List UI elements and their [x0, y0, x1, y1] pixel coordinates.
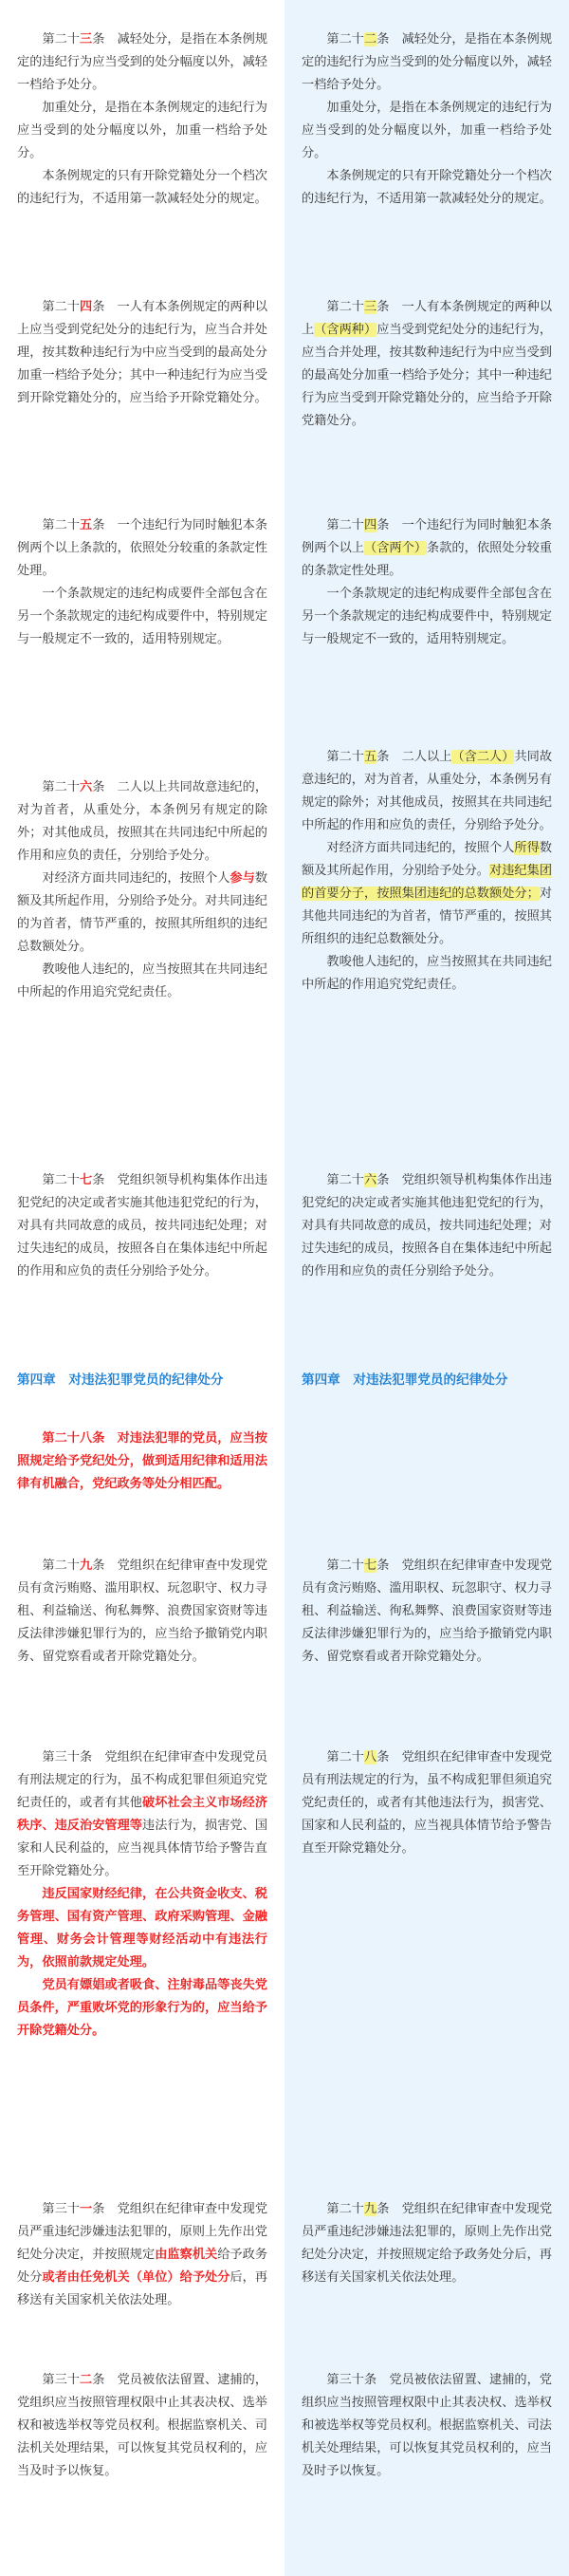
- article-text: 对经济方面共同违纪的，按照个人: [42, 871, 230, 886]
- right-column-original: [284, 0, 569, 2576]
- article-text: 条 党组织领导机构集体作出违犯党纪的决定或者实施其他违犯党纪的行为，对具有共同故意的成员，按共同违纪处理；对过失违纪的成员，按照各自在集体违纪中所起的作用和应负的责任分别给予处分。: [17, 1173, 268, 1279]
- left-article-25: [17, 514, 267, 651]
- changed-text: 破坏社会主义市场经济秩序、违反治安管理等: [17, 1796, 268, 1833]
- left-article-29: [17, 1555, 267, 1669]
- article-paragraph: [302, 514, 552, 583]
- article-number-changed: 七: [80, 1173, 93, 1187]
- article-paragraph: [17, 296, 267, 410]
- article-number-highlight: 九: [364, 2202, 377, 2216]
- changed-text: 参与: [229, 871, 255, 886]
- highlighted-text: 所得: [514, 841, 540, 855]
- article-paragraph: [302, 28, 552, 97]
- article-number-highlight: 八: [364, 1750, 377, 1764]
- article-text: 条 二人以上共同故意违纪的，对为首者，从重处分，本条例另有规定的除外；对其他成员，按照其在共同违纪中所起的作用和应负的责任，分别给予处分。: [17, 780, 268, 863]
- article-paragraph-new: 违反国家财经纪律，在公共资金收支、税务管理、国有资产管理、政府采购管理、金融管理、财务会计管理等财经活动中有违法行为，依照前款规定处理。: [17, 1887, 267, 1969]
- article-prefix: 第二十: [42, 1559, 80, 1573]
- article-paragraph: 本条例规定的只有开除党籍处分一个档次的违纪行为，不适用第一款减轻处分的规定。: [17, 169, 267, 206]
- article-paragraph: [17, 2369, 267, 2483]
- article-text: 条 党组织在纪律审查中发现党员有贪污贿赂、滥用职权、玩忽职守、权力寻租、利益输送、徇私舞弊、浪费国家资财等违反法律涉嫌犯罪行为的，应当给予撤销党内职务、留党察看或者开除党籍处分。: [302, 1559, 553, 1664]
- article-paragraph-new: 第二十八条 对违法犯罪的党员，应当按照规定给予党纪处分，做到适用纪律和适用法律有机融合，党纪政务等处分相匹配。: [17, 1431, 267, 1491]
- article-text: 条款的，依照处分较重的条款定性处理。: [302, 541, 553, 578]
- article-text: 条 一个违纪行为同时触犯本条例两个以上条款的，依照处分较重的条款定性处理。: [17, 518, 268, 578]
- article-text: 条 党组织在纪律审查中发现党员有刑法规定的行为，虽不构成犯罪但须追究党纪责任的，或者有其他: [17, 1750, 268, 1810]
- article-prefix: 第二十: [326, 518, 364, 532]
- left-article-28: [17, 1428, 267, 1496]
- right-article-25: [302, 746, 552, 997]
- article-prefix: 第二十: [42, 518, 80, 532]
- article-paragraph: [17, 1555, 267, 1669]
- article-number-changed: 三: [80, 32, 93, 47]
- article-text: 数额及其所起作用，分别给予处分。: [302, 841, 553, 878]
- right-article-26: [302, 1169, 552, 1283]
- right-article-30: [302, 2369, 552, 2483]
- article-text: 条 党组织在纪律审查中发现党员严重违纪涉嫌违法犯罪的，原则上先作出党纪处分决定，并按照规定给予政务处分后，再移送有关国家机关依法处理。: [302, 2202, 553, 2285]
- left-column-revised: [0, 0, 284, 2576]
- article-prefix: 第二十: [42, 300, 80, 314]
- article-paragraph: [302, 837, 552, 951]
- article-text: 应当受到党纪处分的违纪行为，应当合并处理，按其数种违纪行为中应当受到的最高处分加重一档给予处分；其中一种违纪行为应当受到开除党籍处分的，应当给予开除党籍处分。: [302, 323, 553, 428]
- article-paragraph: [17, 776, 267, 868]
- highlighted-text: （含二人）: [451, 750, 515, 764]
- article-paragraph: [17, 1746, 267, 1883]
- article-paragraph: [17, 868, 267, 959]
- article-text: 条 党员被依法留置、逮捕的，党组织应当按照管理权限中止其表决权、选举权和被选举权等党员权利。根据监察机关、司法机关处理结果，可以恢复其党员权利的，应当及时予以恢复。: [17, 2373, 268, 2478]
- article-prefix: 第三十: [42, 2202, 80, 2216]
- article-number-changed: 五: [80, 518, 93, 532]
- article-paragraph: 一个条款规定的违纪构成要件全部包含在另一个条款规定的违纪构成要件中，特别规定与一般规定不一致的，适用特别规定。: [302, 587, 552, 646]
- article-text: 共同故意违纪的，对为首者，从重处分，本条例另有规定的除外；对其他成员，按照其在共同违纪中所起的作用和应负的责任，分别给予处分。: [302, 750, 553, 832]
- article-paragraph: [302, 1169, 552, 1283]
- article-prefix: 第二十: [326, 1750, 364, 1764]
- right-article-22: [302, 28, 552, 211]
- article-prefix: 第二十: [326, 32, 364, 47]
- article-paragraph: [302, 296, 552, 433]
- right-article-27: [302, 1555, 552, 1669]
- article-prefix: 第二十: [326, 1173, 364, 1187]
- right-article-24: [302, 514, 552, 651]
- article-paragraph: 加重处分，是指在本条例规定的违纪行为应当受到的处分幅度以外，加重一档给予处分。: [17, 101, 267, 160]
- article-paragraph: 第三十条 党员被依法留置、逮捕的，党组织应当按照管理权限中止其表决权、选举权和被选举权等党员权利。根据监察机关、司法机关处理结果，可以恢复其党员权利的，应当及时予以恢复。: [302, 2373, 552, 2478]
- article-text: 对经济方面共同违纪的，按照个人: [326, 841, 515, 855]
- article-text: 条 党组织领导机构集体作出违犯党纪的决定或者实施其他违犯党纪的行为，对具有共同故意的成员，按共同违纪处理；对过失违纪的成员，按照各自在集体违纪中所起的作用和应负的责任分别给予处分。: [302, 1173, 553, 1279]
- article-text: 对其他共同违纪的为首者，情节严重的，按照其所组织的违纪总数额处分。: [302, 887, 553, 946]
- article-paragraph: [17, 514, 267, 583]
- left-article-23: [17, 28, 267, 211]
- article-prefix: 第三十: [42, 2373, 80, 2387]
- article-text: 后，再移送有关国家机关依法处理。: [17, 2270, 268, 2307]
- article-text: 数额及其所起作用，分别给予处分。对共同违纪的为首者，情节严重的，按照其所组织的违纪总数额处分。: [17, 871, 268, 954]
- article-text: 违法行为，损害党、国家和人民利益的，应当视具体情节给予警告直至开除党籍处分。: [17, 1819, 268, 1878]
- article-number-changed: 六: [80, 780, 93, 794]
- changed-text: 或者由任免机关（单位）给予处分: [42, 2270, 230, 2285]
- article-text: 条 减轻处分，是指在本条例规定的违纪行为应当受到的处分幅度以外，减轻一档给予处分。: [17, 32, 268, 92]
- article-text: 条 二人以上: [376, 750, 452, 764]
- highlighted-text: 对违纪集团的首要分子，按照集团违纪的总数额处分；: [302, 864, 553, 901]
- article-paragraph: 本条例规定的只有开除党籍处分一个档次的违纪行为，不适用第一款减轻处分的规定。: [302, 169, 552, 206]
- chapter-heading-right: 第四章 对违法犯罪党员的纪律处分: [302, 1372, 508, 1388]
- left-article-26: [17, 776, 267, 1004]
- article-prefix: 第二十: [326, 2202, 364, 2216]
- article-prefix: 第二十: [42, 1173, 80, 1187]
- left-article-32: [17, 2369, 267, 2483]
- article-number-highlight: 四: [364, 518, 377, 532]
- article-paragraph: 一个条款规定的违纪构成要件全部包含在另一个条款规定的违纪构成要件中，特别规定与一般规定不一致的，适用特别规定。: [17, 587, 267, 646]
- article-text: 条 一人有本条例规定的两种以上应当受到党纪处分的违纪行为，应当合并处理，按其数种违纪行为中应当受到的最高处分加重一档给予处分；其中一种违纪行为应当受到开除党籍处分的，应当给予开除党籍处分。: [17, 300, 268, 405]
- article-prefix: 第二十: [326, 300, 364, 314]
- changed-text: 由监察机关: [155, 2248, 218, 2262]
- right-article-29: [302, 2198, 552, 2289]
- article-number-changed: 四: [80, 300, 93, 314]
- article-paragraph: [302, 746, 552, 837]
- article-number-highlight: 二: [364, 32, 377, 47]
- article-number-changed: 二: [80, 2373, 93, 2387]
- article-paragraph: [302, 1555, 552, 1669]
- article-paragraph: [17, 1169, 267, 1283]
- article-paragraph: [17, 28, 267, 97]
- right-article-23: [302, 296, 552, 433]
- left-article-24: [17, 296, 267, 410]
- highlighted-text: （含两个）: [364, 541, 428, 555]
- article-text: 条 党组织在纪律审查中发现党员严重违纪涉嫌违法犯罪的，原则上先作出党纪处分决定，并按照规定: [17, 2202, 268, 2262]
- article-text: 条 一人有本条例规定的两种以上: [302, 300, 553, 337]
- article-text: 给予政务处分: [17, 2248, 268, 2285]
- chapter-heading-left: 第四章 对违法犯罪党员的纪律处分: [17, 1372, 224, 1388]
- article-paragraph-new: 党员有嫖娼或者吸食、注射毒品等丧失党员条件，严重败坏党的形象行为的，应当给予开除党籍处分。: [17, 1978, 267, 2038]
- article-text: 条 党组织在纪律审查中发现党员有刑法规定的行为，虽不构成犯罪但须追究党纪责任的，或者有其他违法行为，损害党、国家和人民利益的，应当视具体情节给予警告直至开除党籍处分。: [302, 1750, 553, 1856]
- article-number-changed: 一: [80, 2202, 93, 2216]
- article-paragraph: 教唆他人违纪的，应当按照其在共同违纪中所起的作用追究党纪责任。: [302, 955, 552, 992]
- article-prefix: 第二十: [326, 1559, 364, 1573]
- article-number-highlight: 三: [364, 300, 377, 314]
- right-article-28: [302, 1746, 552, 1860]
- article-prefix: 第二十: [326, 750, 364, 764]
- left-article-31: [17, 2198, 267, 2312]
- left-article-27: [17, 1169, 267, 1283]
- article-paragraph: 教唆他人违纪的，应当按照其在共同违纪中所起的作用追究党纪责任。: [17, 962, 267, 999]
- left-article-30: [17, 1746, 267, 2043]
- article-number-highlight: 六: [364, 1173, 377, 1187]
- article-prefix: 第三十: [42, 1750, 80, 1764]
- article-number-highlight: 七: [364, 1559, 377, 1573]
- article-number-changed: 九: [80, 1559, 93, 1573]
- article-paragraph: 加重处分，是指在本条例规定的违纪行为应当受到的处分幅度以外，加重一档给予处分。: [302, 101, 552, 160]
- article-prefix: 第二十: [42, 32, 80, 47]
- article-number-highlight: 五: [364, 750, 377, 764]
- article-text: 条 减轻处分，是指在本条例规定的违纪行为应当受到的处分幅度以外，减轻一档给予处分。: [302, 32, 553, 92]
- article-prefix: 第二十: [42, 780, 80, 794]
- highlighted-text: （含两种）: [314, 323, 377, 337]
- article-text: 条 党组织在纪律审查中发现党员有贪污贿赂、滥用职权、玩忽职守、权力寻租、利益输送、徇私舞弊、浪费国家资财等违反法律涉嫌犯罪行为的，应当给予撤销党内职务、留党察看或者开除党籍处分。: [17, 1559, 268, 1664]
- article-paragraph: [17, 2198, 267, 2312]
- article-paragraph: [302, 2198, 552, 2289]
- article-paragraph: [302, 1746, 552, 1860]
- article-text: 条 一个违纪行为同时触犯本条例两个以上: [302, 518, 553, 555]
